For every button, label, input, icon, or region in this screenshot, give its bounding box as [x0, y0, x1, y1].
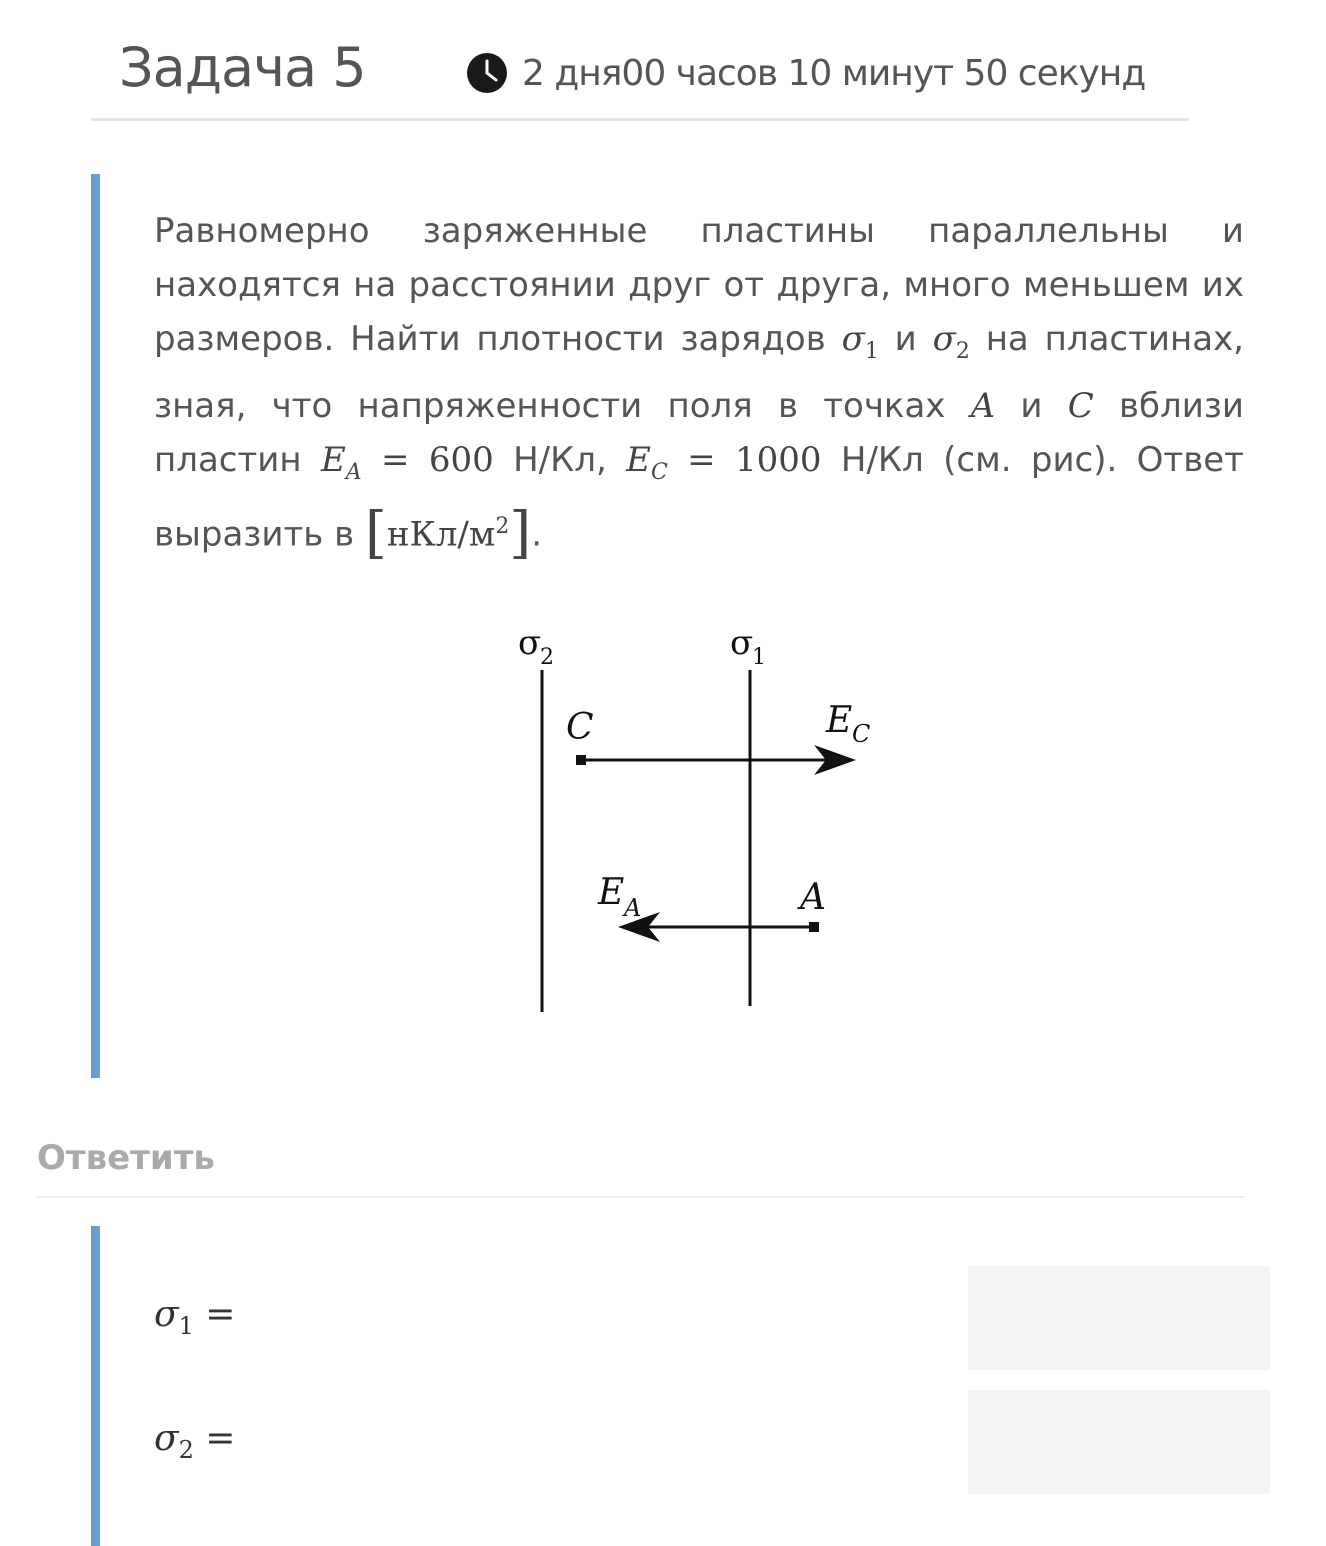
- task-header: [91, 0, 1189, 121]
- svg-text:E: E: [826, 700, 853, 741]
- svg-text:A: A: [800, 877, 826, 918]
- svg-text:E: E: [598, 872, 625, 913]
- sigma2-input[interactable]: [968, 1390, 1270, 1494]
- timer-text: 2 дня00 часов 10 минут 50 секунд: [522, 52, 1146, 94]
- svg-text:σ: σ: [518, 623, 542, 663]
- task-text: Равномерно заряженные пластины параллельны и находятся на расстоянии друг от друга, много меньшем их размеров. Найти плотности зарядов $\sigma_1$ и $\sigma_2$ на пластинах, зная, что напряженности поля в точках A и C вблизи пластин $E_A = 600$ Н/Кл, $E_C = 1000$ Н/Кл (см. рис). Ответ выразить в $[нКл/м^2]$.: [154, 211, 1244, 565]
- svg-text:σ: σ: [730, 623, 754, 663]
- svg-text:A: A: [624, 894, 642, 922]
- page-title: Задача 5: [119, 36, 366, 99]
- sigma1-input[interactable]: [968, 1266, 1270, 1370]
- countdown-timer: [466, 52, 1145, 94]
- plates-diagram: [480, 614, 900, 1034]
- answer-section-title: Ответить: [37, 1138, 215, 1178]
- sigma1-label: $\sigma_1$ =: [154, 1294, 236, 1341]
- svg-text:C: C: [852, 720, 871, 748]
- clock-icon: [466, 52, 508, 94]
- sigma2-label: $\sigma_2$ =: [154, 1418, 236, 1465]
- divider: [37, 1196, 1245, 1198]
- task-statement: [91, 174, 1260, 1078]
- svg-text:1: 1: [752, 645, 766, 670]
- svg-text:2: 2: [540, 645, 554, 670]
- answer-form: [91, 1226, 1300, 1546]
- svg-text:C: C: [566, 707, 594, 748]
